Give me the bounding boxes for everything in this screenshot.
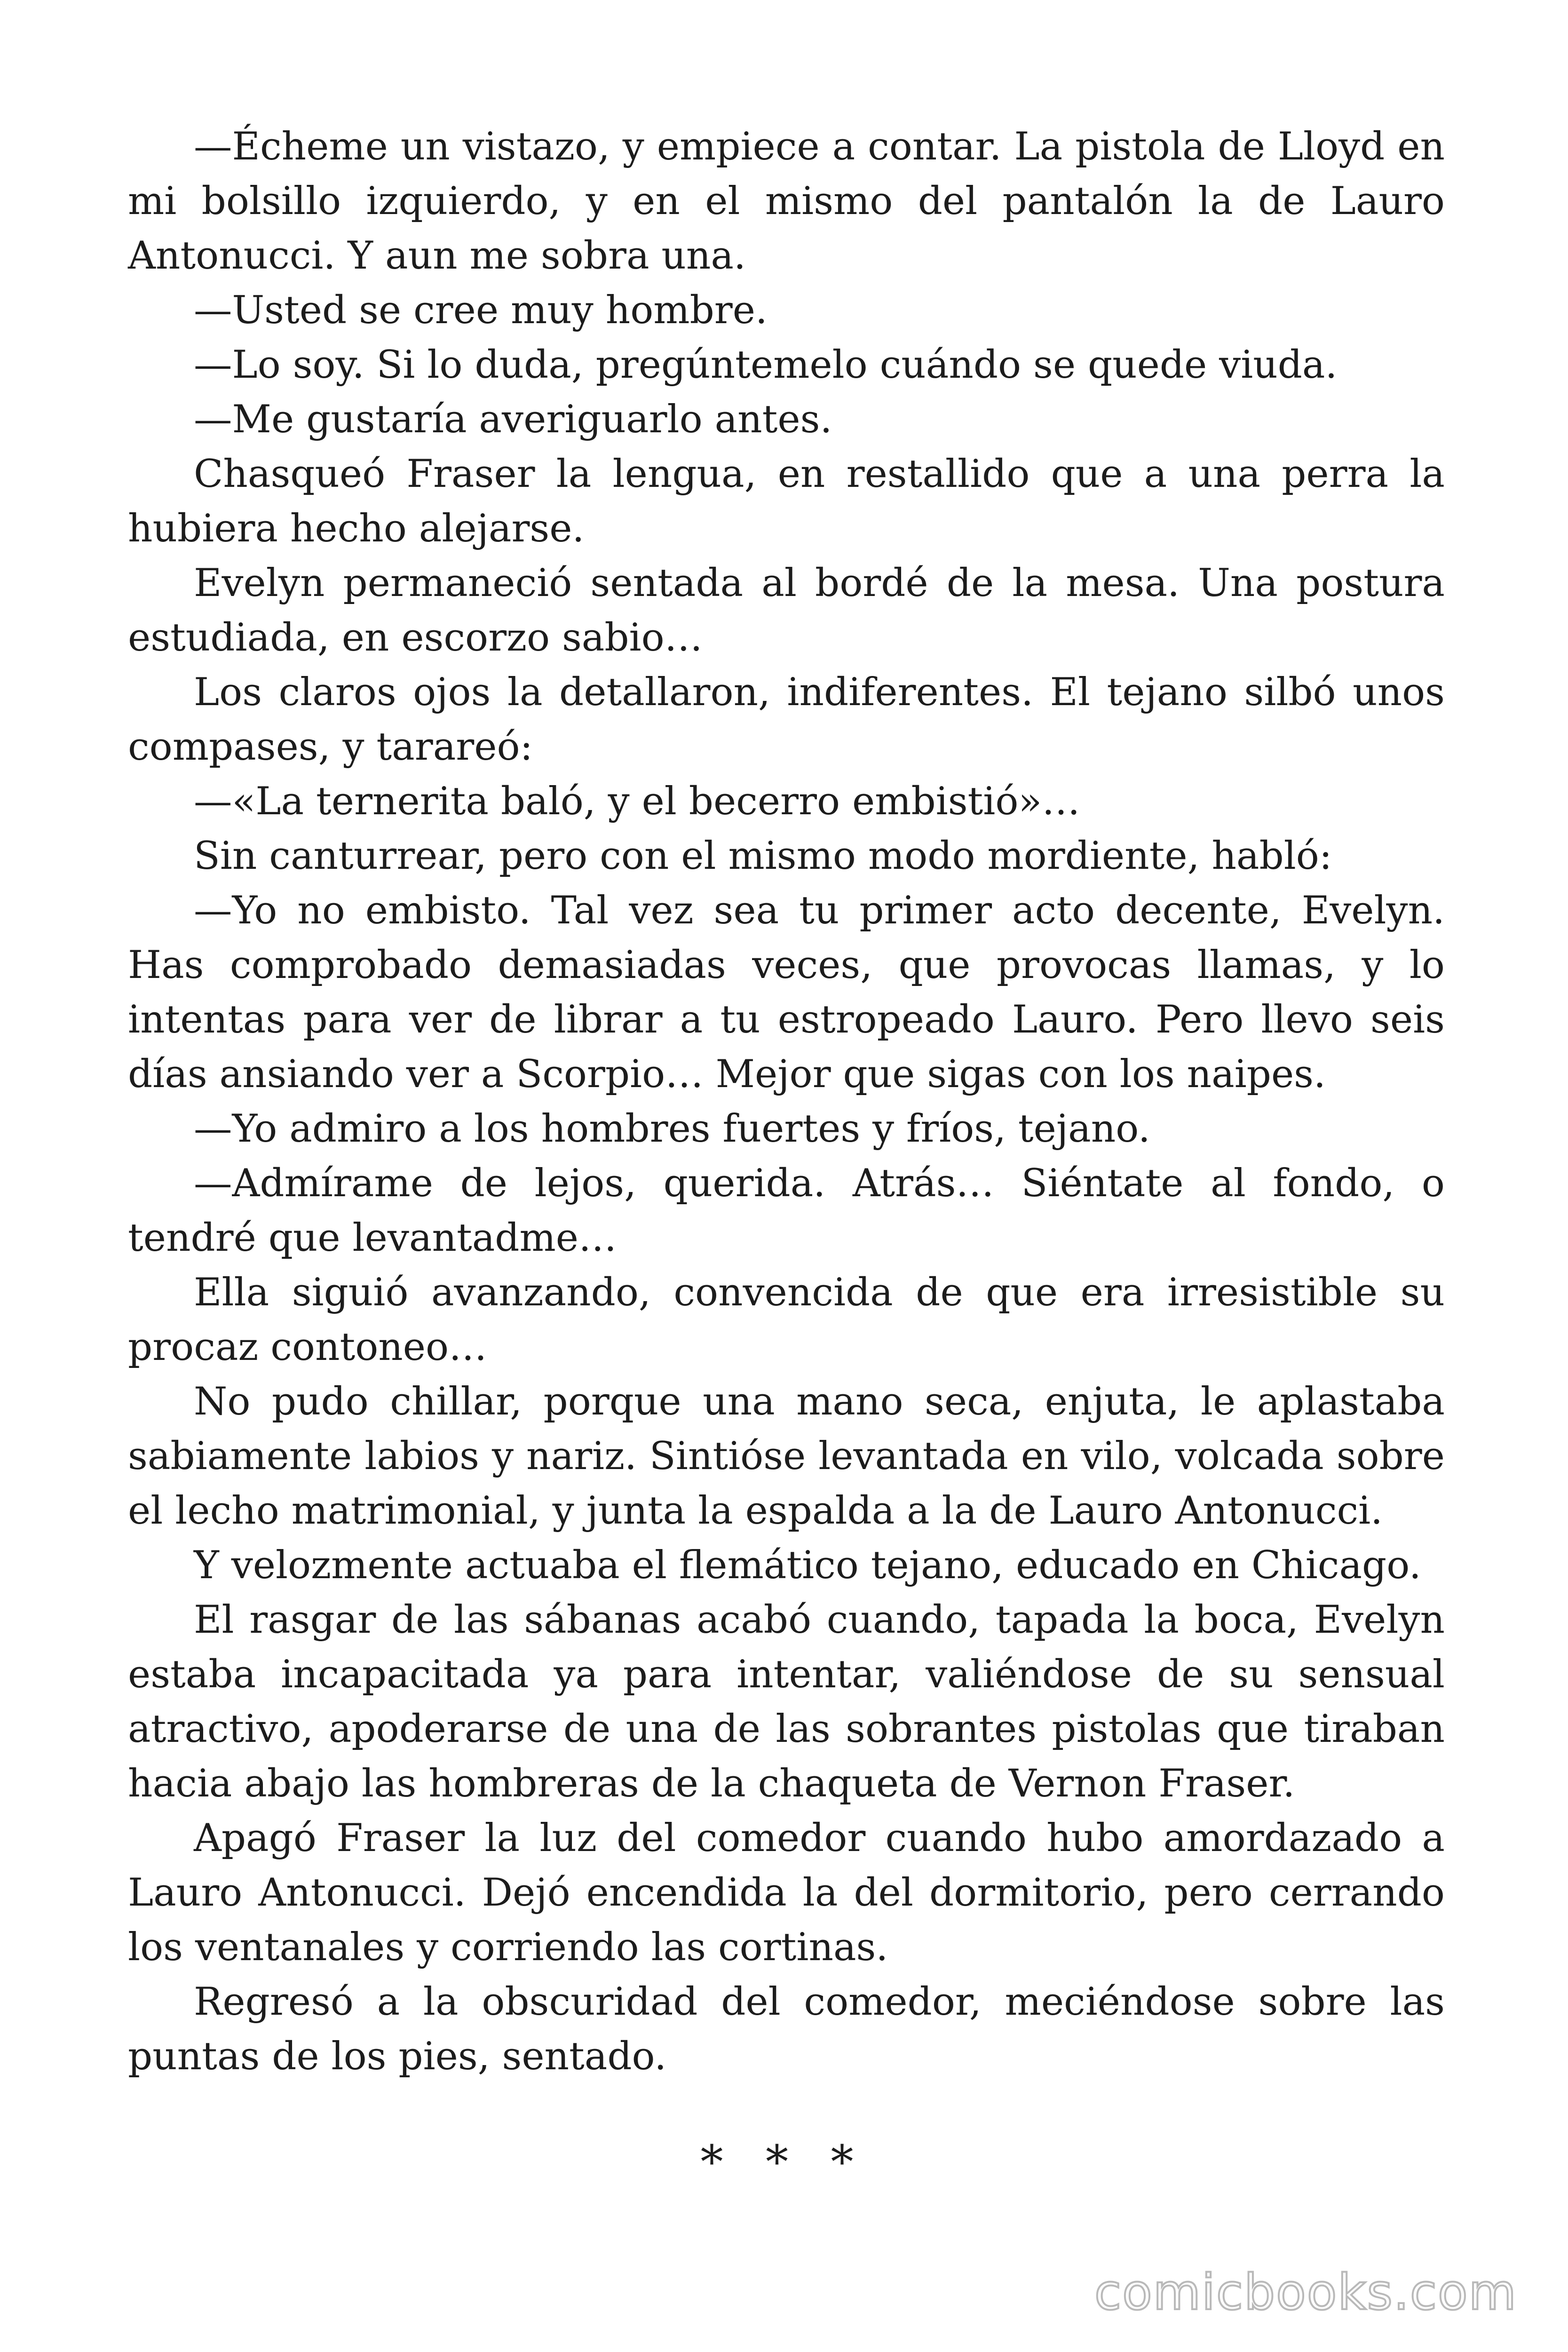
page-body — [128, 119, 1445, 2084]
watermark: comicbooks.com — [1094, 2264, 1517, 2321]
paragraph: —Me gustaría averiguarlo antes. — [194, 397, 832, 442]
paragraph: —Admírame de lejos, querida. Atrás… Siéntate al fondo, o tendré que levantadme… — [128, 1161, 1445, 1260]
paragraph: Chasqueó Fraser la lengua, en restallido que a una perra la hubiera hecho alejarse. — [128, 452, 1445, 551]
paragraph: No pudo chillar, porque una mano seca, enjuta, le aplastaba sabiamente labios y nariz. Sintióse levantada en vilo, volcada sobre el lecho matrimonial, y junta la espalda a la de Lauro Antonucci. — [128, 1379, 1445, 1533]
paragraph: —Écheme un vistazo, y empiece a contar. La pistola de Lloyd en mi bolsillo izquierdo, y en el mismo del pantalón la de Lauro Antonucci. Y aun me sobra una. — [128, 124, 1445, 278]
paragraph: Sin canturrear, pero con el mismo modo mordiente, habló: — [194, 834, 1332, 878]
paragraph: Evelyn permaneció sentada al bordé de la mesa. Una postura estudiada, en escorzo sabio… — [128, 561, 1445, 660]
paragraph: —Lo soy. Si lo duda, pregúntemelo cuándo se quede viuda. — [194, 342, 1338, 387]
paragraph: —«La ternerita baló, y el becerro embistió»… — [194, 779, 1080, 824]
paragraph: —Yo admiro a los hombres fuertes y fríos, tejano. — [194, 1106, 1150, 1151]
paragraph: Apagó Fraser la luz del comedor cuando hubo amordazado a Lauro Antonucci. Dejó encendida la del dormitorio, pero cerrando los ventanales y corriendo las cortinas. — [128, 1816, 1445, 1970]
paragraph: El rasgar de las sábanas acabó cuando, tapada la boca, Evelyn estaba incapacitada ya para intentar, valiéndose de su sensual atractivo, apoderarse de una de las sobrantes pistolas que tiraban hacia abajo las hombreras de la chaqueta de Vernon Fraser. — [128, 1597, 1445, 1806]
paragraph: Los claros ojos la detallaron, indiferentes. El tejano silbó unos compases, y tarareó: — [128, 670, 1445, 769]
section-separator: * * * — [700, 2136, 868, 2188]
paragraph: Regresó a la obscuridad del comedor, meciéndose sobre las puntas de los pies, sentado. — [128, 1979, 1445, 2079]
paragraph: —Usted se cree muy hombre. — [194, 288, 768, 333]
paragraph: Ella siguió avanzando, convencida de que era irresistible su procaz contoneo… — [128, 1270, 1445, 1369]
paragraph: Y velozmente actuaba el flemático tejano, educado en Chicago. — [194, 1543, 1421, 1588]
paragraph: —Yo no embisto. Tal vez sea tu primer acto decente, Evelyn. Has comprobado demasiadas veces, que provocas llamas, y lo intentas para ver de librar a tu estropeado Lauro. Pero llevo seis días ansiando ver a Scorpio… Mejor que sigas con los naipes. — [128, 888, 1445, 1097]
